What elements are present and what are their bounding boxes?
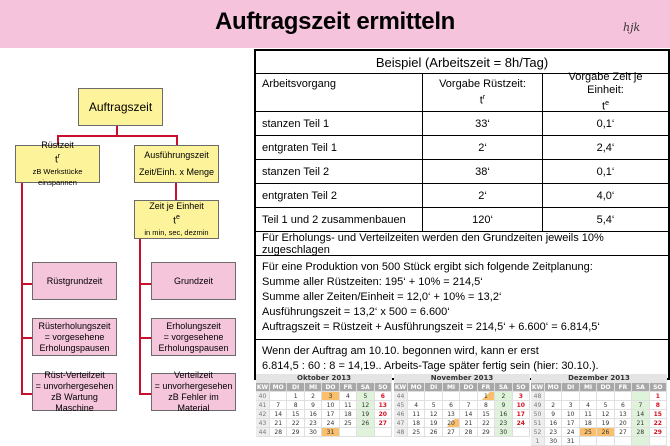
calendar-day-header: DI (425, 383, 442, 392)
surcharge-note: Für Erholungs- und Verteilzeiten werden den Grundzeiten jeweils 10% zugeschlagen (262, 231, 604, 256)
box-ruesterholungszeit (32, 318, 117, 356)
calendar-day: 7 (460, 401, 477, 410)
calendar-empty-cell (580, 392, 597, 401)
calculation-line: Für eine Produktion von 500 Stück ergibt sich folgende Zeitplanung: (262, 261, 593, 273)
calendar-day: 29 (287, 428, 304, 437)
calendar-week-number: 48 (394, 428, 408, 437)
calendar-day: 5 (597, 401, 614, 410)
calendar-day: 24 (322, 419, 339, 428)
calendar-day-header: MO (545, 383, 562, 392)
calendar-day: 3 (562, 401, 579, 410)
calendar-day: 6 (443, 401, 460, 410)
calendar-day: 27 (615, 428, 632, 437)
box-ruestgrundzeit (32, 262, 117, 300)
box-line: Erholungspausen (158, 342, 229, 353)
calendar-day: 13 (443, 410, 460, 419)
table-note-row (256, 232, 668, 256)
calendar-oktober (256, 374, 392, 437)
calendar-day: 24 (562, 428, 579, 437)
calendar-week-number: 1 (531, 437, 545, 446)
calendar-day-header: MO (270, 383, 287, 392)
calendar-day: 12 (597, 410, 614, 419)
calendar-day: 26 (357, 419, 374, 428)
zeit-je-einheit-symbol: $t^e$ (173, 214, 180, 227)
box-zeit-je-einheit (134, 200, 219, 239)
calendar-day: 17 (562, 419, 579, 428)
cell-zeit-je-einheit: 2,4‘ (596, 141, 615, 154)
calendar-day: 25 (408, 428, 425, 437)
calendar-day: 8 (478, 401, 495, 410)
calendar-day: 8 (650, 401, 667, 410)
box-line: Rüsterholungszeit (38, 320, 111, 331)
calendar-day-header: FR (615, 383, 632, 392)
calendar-day: 30 (305, 428, 322, 437)
box-line: = vorgesehene (44, 331, 105, 342)
calendar-day: 18 (580, 419, 597, 428)
box-auftragszeit-label: Auftragszeit (88, 99, 153, 114)
conclusion-line: Wenn der Auftrag am 10.10. begonnen wird, kann er erst (262, 345, 539, 357)
calendar-week-number: 51 (531, 419, 545, 428)
calendar-day: 15 (650, 410, 667, 419)
calendar-day-header: DO (460, 383, 477, 392)
header-banner (0, 0, 670, 48)
calendar-day: 19 (357, 410, 374, 419)
calendar-day: 5 (357, 392, 374, 401)
cell-ruestzeit: 2‘ (423, 136, 543, 159)
calendar-day: 28 (460, 428, 477, 437)
calculation-block (256, 256, 668, 339)
calendar-day-header: SA (632, 383, 649, 392)
zeit-je-einheit-note: in min, sec, dezmin (144, 227, 209, 237)
calendar-empty-cell (580, 437, 597, 446)
cell-task: entgraten Teil 2 (256, 184, 423, 207)
conclusion-row (256, 340, 668, 378)
calculation-line: Ausführungszeit = 13,2‘ x 500 = 6.600‘ (262, 306, 450, 318)
calendar-day: 23 (305, 419, 322, 428)
box-line: = unvorhergesehen (154, 381, 233, 391)
calendar-empty-cell (425, 392, 442, 401)
calendar-empty-cell (375, 428, 392, 437)
conclusion-block (256, 340, 668, 378)
calendar-day: 4 (580, 401, 597, 410)
calendar-day: 7 (632, 401, 649, 410)
box-line: Rüstgrundzeit (46, 275, 103, 286)
box-grundzeit (151, 262, 236, 300)
calendar-day-header: DI (562, 383, 579, 392)
calendar-day: 22 (478, 419, 495, 428)
ruestzeit-note: zB Werkstücke einspannen (32, 166, 83, 187)
box-ruestzeit (15, 140, 100, 187)
connector-right-3 (139, 393, 151, 395)
signature: hjk (623, 21, 641, 34)
box-auftragszeit (78, 88, 163, 126)
calendar-week-number: 44 (394, 392, 408, 401)
calendar-week-number: 52 (531, 428, 545, 437)
calendar-day: 16 (305, 410, 322, 419)
calendar-day: 2 (545, 401, 562, 410)
calendar-day-header: KW (256, 384, 269, 391)
calendar-grid (394, 383, 530, 437)
calendar-day-header: MI (580, 383, 597, 392)
connector-right-1 (139, 283, 151, 285)
calendar-week-number: 50 (531, 410, 545, 419)
calendar-day: 12 (425, 410, 442, 419)
calendar-day: 17 (513, 410, 530, 419)
column-header-zeit-je-einheit: Vorgabe Zeit je Einheit: $t^e$ (568, 71, 643, 113)
calendar-empty-cell (513, 428, 530, 437)
calendar-week-number: 49 (531, 401, 545, 410)
table-row (256, 208, 668, 232)
calendar-week-number: 47 (394, 419, 408, 428)
calendar-day: 29 (650, 428, 667, 437)
calendar-day: 12 (357, 401, 374, 410)
cell-task: stanzen Teil 2 (256, 160, 423, 183)
conclusion-line: 6.814,5 : 60 : 8 = 14,19.. Arbeits-Tage später fertig sein (hier: 30.10.). (262, 360, 599, 372)
calendar-day-header: SO (650, 383, 667, 392)
column-header-ruestzeit: Vorgabe Rüstzeit: $t^r$ (423, 74, 543, 111)
connector-ausf-to-zeit (175, 183, 177, 201)
calendar-empty-cell (597, 437, 614, 446)
calendar-day: 11 (340, 401, 357, 410)
calendar-day: 19 (597, 419, 614, 428)
calendar-day: 3 (322, 392, 339, 401)
box-line: zB Wartung Maschine (51, 392, 98, 413)
calendar-day-header: MI (443, 383, 460, 392)
calendar-dezember (531, 374, 667, 446)
calendar-day-header: DO (597, 383, 614, 392)
calendar-day: 11 (408, 410, 425, 419)
calendar-day: 31 (322, 428, 339, 437)
calendar-empty-cell (408, 392, 425, 401)
calendar-day: 10 (322, 401, 339, 410)
box-ausfuehrungszeit (134, 145, 219, 183)
calendar-day: 23 (495, 419, 512, 428)
column-header-task: Arbeitsvorgang (256, 74, 423, 111)
calendar-day-header: KW (394, 384, 407, 391)
calendar-day: 26 (425, 428, 442, 437)
calendar-day: 23 (545, 428, 562, 437)
table-row (256, 136, 668, 160)
calendar-day: 10 (562, 410, 579, 419)
calendar-day: 18 (340, 410, 357, 419)
calendar-day: 9 (495, 401, 512, 410)
calendar-day-header: SA (495, 383, 512, 392)
calendar-week-number: 44 (256, 428, 270, 437)
connector-right-2 (139, 337, 151, 339)
ausfuehrungszeit-formula: Zeit/Einh. x Menge (138, 167, 215, 177)
connector-left-trunk (21, 182, 23, 394)
calendar-day-header: MI (305, 383, 322, 392)
cell-task: Teil 1 und 2 zusammenbauen (256, 208, 423, 231)
calendar-day: 2 (305, 392, 322, 401)
calendar-day: 21 (632, 419, 649, 428)
calendar-day: 20 (443, 419, 460, 428)
calendar-empty-cell (460, 392, 477, 401)
calendar-day: 13 (615, 410, 632, 419)
calendar-november (394, 374, 530, 437)
calendar-day: 1 (287, 392, 304, 401)
calendar-day: 14 (270, 410, 287, 419)
calendar-week-number: 46 (394, 410, 408, 419)
calendar-day: 4 (408, 401, 425, 410)
calendar-day-header: SO (513, 383, 530, 392)
calendar-day: 25 (340, 419, 357, 428)
cell-zeit-je-einheit: 0,1‘ (596, 165, 615, 178)
calendar-day: 16 (495, 410, 512, 419)
calendar-title: Oktober 2013 (256, 374, 392, 383)
calendar-title: Dezember 2013 (531, 374, 667, 383)
calculation-line: Summe aller Zeiten/Einheit = 12,0‘ + 10% = 13,2‘ (262, 291, 502, 303)
calendar-day: 24 (513, 419, 530, 428)
box-line: Rüst-Verteilzeit (44, 370, 105, 380)
calendar-grid (256, 383, 392, 437)
calendar-day: 28 (270, 428, 287, 437)
calendar-empty-cell (632, 437, 649, 446)
calendar-day-header: DO (322, 383, 339, 392)
calendar-day: 30 (545, 437, 562, 446)
calendar-day: 13 (375, 401, 392, 410)
calendar-day: 6 (615, 401, 632, 410)
calendar-day: 28 (632, 428, 649, 437)
box-line: = vorgesehene (163, 331, 224, 342)
calendar-empty-cell (615, 437, 632, 446)
ruestzeit-title: Rüstzeit (41, 140, 74, 151)
ausfuehrungszeit-title: Ausführungszeit (144, 150, 209, 160)
calendar-empty-cell (615, 392, 632, 401)
box-line: Erholungszeit (166, 320, 221, 331)
calendar-day: 27 (375, 419, 392, 428)
cell-ruestzeit: 2‘ (423, 184, 543, 207)
calendar-day: 11 (580, 410, 597, 419)
box-line: zB Fehler im Material (168, 392, 219, 413)
cell-zeit-je-einheit: 5,4‘ (596, 213, 615, 226)
calendar-week-number: 45 (394, 401, 408, 410)
calendar-day: 22 (287, 419, 304, 428)
table-row (256, 184, 668, 208)
calendar-week-number: 40 (256, 392, 270, 401)
box-ruest-verteilzeit (32, 370, 117, 413)
box-line: Erholungspausen (39, 342, 110, 353)
connector-horizontal-top (57, 135, 177, 137)
calendar-empty-cell (650, 437, 667, 446)
calendar-day-header: FR (340, 383, 357, 392)
calendar-day: 25 (580, 428, 597, 437)
calendar-day: 30 (495, 428, 512, 437)
calendar-day: 20 (615, 419, 632, 428)
calendar-empty-cell (562, 392, 579, 401)
calendar-day-header: KW (531, 384, 544, 391)
calendar-title: November 2013 (394, 374, 530, 383)
calendar-day: 5 (425, 401, 442, 410)
calendar-empty-cell (597, 392, 614, 401)
connector-right-trunk (139, 238, 141, 394)
calendar-day: 31 (562, 437, 579, 446)
table-row (256, 112, 668, 136)
calendar-grid (531, 383, 667, 446)
calendar-day: 16 (545, 419, 562, 428)
page-title: Auftragszeit ermitteln (214, 8, 456, 35)
cell-zeit-je-einheit: 4,0‘ (596, 189, 615, 202)
calendar-day: 19 (425, 419, 442, 428)
calendar-empty-cell (270, 392, 287, 401)
calendar-day-header: DI (287, 383, 304, 392)
calculation-line: Summe aller Rüstzeiten: 195‘ + 10% = 214,5‘ (262, 276, 483, 288)
calendar-day: 7 (270, 401, 287, 410)
calendar-day: 14 (632, 410, 649, 419)
calendar-day: 8 (287, 401, 304, 410)
calendar-empty-cell (340, 428, 357, 437)
calendar-day: 4 (340, 392, 357, 401)
calendar-week-number: 43 (256, 419, 270, 428)
calendar-day: 9 (545, 410, 562, 419)
calendar-day: 3 (513, 392, 530, 401)
calendar-empty-cell (545, 392, 562, 401)
cell-task: stanzen Teil 1 (256, 112, 423, 135)
calendar-day: 10 (513, 401, 530, 410)
cell-zeit-je-einheit: 0,1‘ (596, 117, 615, 130)
calendar-day: 26 (597, 428, 614, 437)
calendar-day-header: MO (408, 383, 425, 392)
cell-ruestzeit: 33‘ (423, 112, 543, 135)
calendar-day: 22 (650, 419, 667, 428)
calendar-week-number: 41 (256, 401, 270, 410)
calendar-day: 9 (305, 401, 322, 410)
calendar-day: 15 (478, 410, 495, 419)
calendar-day-header: SO (375, 383, 392, 392)
calendar-day: 1 (650, 392, 667, 401)
calendar-day: 2 (495, 392, 512, 401)
calculation-row (256, 256, 668, 340)
connector-root-down (116, 125, 118, 135)
box-line: Verteilzeit (173, 370, 214, 380)
calculation-line: Auftragszeit = Rüstzeit + Ausführungszeit = 214,5‘ + 6.600‘ = 6.814,5‘ (262, 321, 600, 333)
calendar-day: 27 (443, 428, 460, 437)
calendar-empty-cell (443, 392, 460, 401)
calendar-day: 21 (270, 419, 287, 428)
table-header-row (256, 71, 668, 113)
calendar-empty-cell (357, 428, 374, 437)
calendar-day-header: SA (357, 383, 374, 392)
ruestzeit-symbol: $t^r$ (54, 153, 61, 166)
cell-task: entgraten Teil 1 (256, 136, 423, 159)
calendar-day: 15 (287, 410, 304, 419)
calendar-day: 6 (375, 392, 392, 401)
zeit-je-einheit-title: Zeit je Einheit (149, 201, 204, 212)
box-erholungszeit (151, 318, 236, 356)
table-caption: Beispiel (Arbeitszeit = 8h/Tag) (375, 54, 549, 70)
calendar-week-number: 48 (531, 392, 545, 401)
calendar-week-number: 42 (256, 410, 270, 419)
calendar-empty-cell (632, 392, 649, 401)
calendar-day: 29 (478, 428, 495, 437)
calendar-day: 14 (460, 410, 477, 419)
calendar-day: 1 (478, 392, 495, 401)
calendar-day: 17 (322, 410, 339, 419)
table-row (256, 160, 668, 184)
box-line: Grundzeit (173, 275, 214, 286)
calendar-day: 20 (375, 410, 392, 419)
box-line: = unvorhergesehen (35, 381, 114, 391)
cell-ruestzeit: 38‘ (423, 160, 543, 183)
calendar-day-header: FR (478, 383, 495, 392)
example-table (254, 49, 670, 380)
box-verteilzeit (151, 370, 236, 413)
calendar-day: 21 (460, 419, 477, 428)
cell-ruestzeit: 120‘ (423, 208, 543, 231)
calendar-day: 18 (408, 419, 425, 428)
